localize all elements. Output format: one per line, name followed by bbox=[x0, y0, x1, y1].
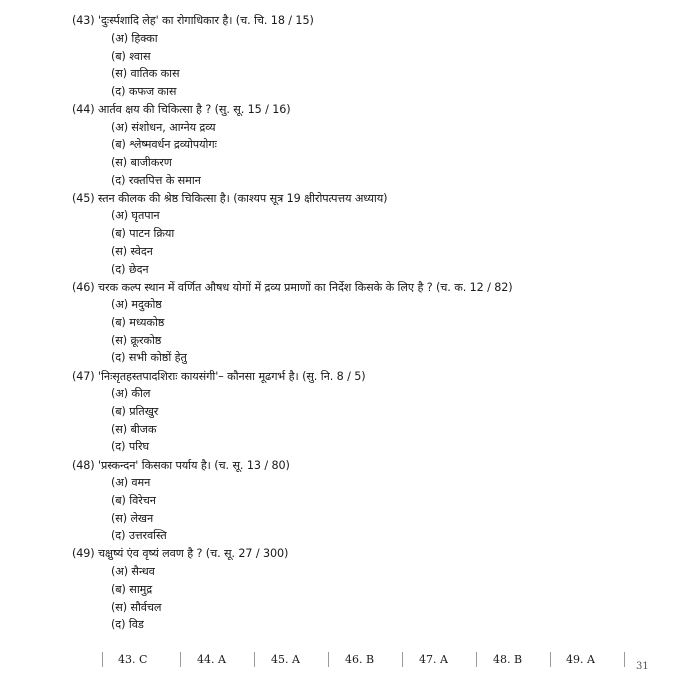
question-45: (45) स्तन कीलक की श्रेष्ठ चिकित्सा है। (काश्यप सूत्र 19 क्षीरोपत्पत्तय अध्याय) bbox=[72, 192, 388, 205]
question-49: (49) चक्षुष्यं एंव वृष्यं लवण है ? (च. सू. 27 / 300) bbox=[72, 547, 289, 560]
answer-divider bbox=[254, 652, 255, 667]
answer-48: 48. B bbox=[493, 653, 523, 666]
answer-45: 45. A bbox=[271, 653, 300, 666]
answer-43: 43. C bbox=[118, 653, 148, 666]
option-43-b: (ब) श्वास bbox=[111, 50, 151, 63]
answer-44: 44. A bbox=[197, 653, 226, 666]
option-45-c: (स) स्वेदन bbox=[111, 245, 153, 258]
option-46-a: (अ) मदुकोष्ठ bbox=[111, 298, 162, 311]
answer-divider bbox=[328, 652, 329, 667]
option-46-b: (ब) मध्यकोष्ठ bbox=[111, 316, 165, 329]
option-44-d: (द) रक्तपित्त के समान bbox=[111, 174, 201, 187]
option-48-a: (अ) वमन bbox=[111, 476, 151, 489]
answer-46: 46. B bbox=[345, 653, 375, 666]
option-47-b: (ब) प्रतिखुर bbox=[111, 405, 159, 418]
answer-divider bbox=[624, 652, 625, 667]
option-47-c: (स) बीजक bbox=[111, 423, 157, 436]
answer-47: 47. A bbox=[419, 653, 448, 666]
option-49-a: (अ) सैन्धव bbox=[111, 565, 155, 578]
option-46-c: (स) क्रूरकोष्ठ bbox=[111, 334, 162, 347]
question-47: (47) 'निःसृतहस्तपादशिराः कायसंगी'– कौनसा मूढगर्भ है। (सु. नि. 8 / 5) bbox=[72, 370, 366, 383]
answer-divider bbox=[102, 652, 103, 667]
option-43-c: (स) वातिक कास bbox=[111, 67, 180, 80]
question-43: (43) 'दुःर्स्पशादि लेह' का रोगाधिकार है। (च. चि. 18 / 15) bbox=[72, 14, 314, 27]
option-44-c: (स) बाजीकरण bbox=[111, 156, 172, 169]
option-48-d: (द) उत्तरवस्ति bbox=[111, 529, 167, 542]
answer-divider bbox=[550, 652, 551, 667]
option-49-d: (द) विड bbox=[111, 618, 144, 631]
answer-divider bbox=[476, 652, 477, 667]
option-48-c: (स) लेखन bbox=[111, 512, 154, 525]
option-47-a: (अ) कील bbox=[111, 387, 151, 400]
page-number: 31 bbox=[636, 661, 649, 672]
question-48: (48) 'प्रस्कन्दन' किसका पर्याय है। (च. सू. 13 / 80) bbox=[72, 459, 290, 472]
answer-key bbox=[96, 650, 656, 672]
option-44-b: (ब) श्लेष्मवर्धन द्रव्योपयोगः bbox=[111, 138, 217, 151]
question-44: (44) आर्तव क्षय की चिकित्सा है ? (सु. सू. 15 / 16) bbox=[72, 103, 291, 116]
option-49-c: (स) सौर्वचल bbox=[111, 601, 162, 614]
option-45-d: (द) छेदन bbox=[111, 263, 149, 276]
option-47-d: (द) परिघ bbox=[111, 440, 149, 453]
option-48-b: (ब) विरेचन bbox=[111, 494, 156, 507]
answer-divider bbox=[402, 652, 403, 667]
question-46: (46) चरक कल्प स्थान में वर्णित औषध योगों में द्रव्य प्रमाणों का निर्देश किसके के लिए है ? (च. क. 12 / 82) bbox=[72, 281, 513, 294]
answer-divider bbox=[180, 652, 181, 667]
option-49-b: (ब) सामुद्र bbox=[111, 583, 153, 596]
option-45-a: (अ) घृतपान bbox=[111, 209, 160, 222]
option-45-b: (ब) पाटन क्रिया bbox=[111, 227, 175, 240]
option-43-a: (अ) हिक्का bbox=[111, 32, 158, 45]
option-43-d: (द) कफज कास bbox=[111, 85, 177, 98]
option-44-a: (अ) संशोधन, आग्नेय द्रव्य bbox=[111, 121, 216, 134]
answer-49: 49. A bbox=[566, 653, 595, 666]
option-46-d: (द) सभी कोष्ठों हेतु bbox=[111, 351, 187, 364]
